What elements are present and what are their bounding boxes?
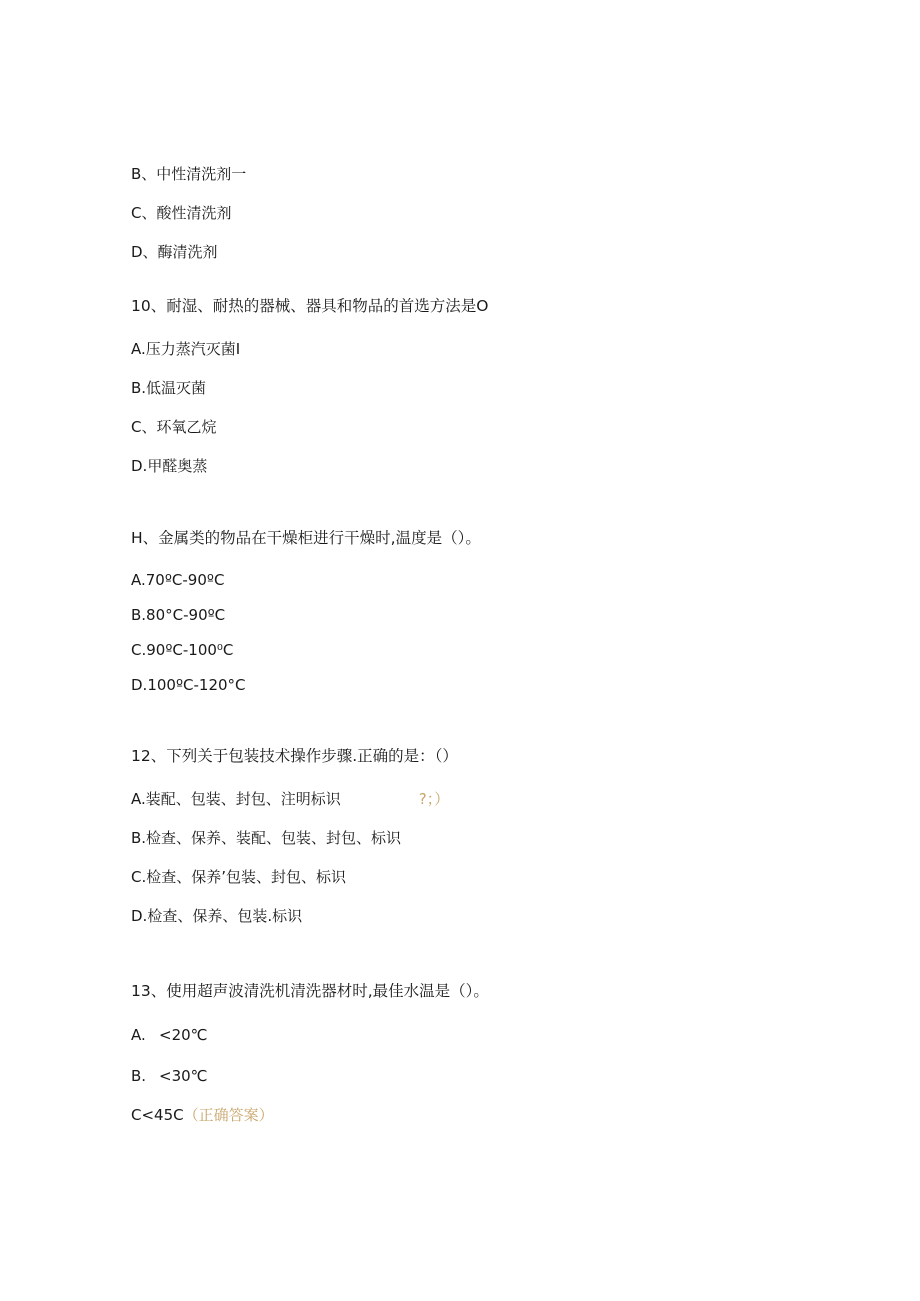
q13-option-c: C<45C（正确答案） (131, 1106, 274, 1124)
option-d-enzyme-detergent: D、酶清洗剂 (131, 243, 218, 261)
q11-option-d: D.100ºC-120°C (131, 676, 246, 694)
question-10: 10、耐湿、耐热的器械、器具和物品的首选方法是O (131, 297, 489, 315)
q10-option-b: B.低温灭菌 (131, 379, 207, 397)
q10-option-a: A.压力蒸汽灭菌I (131, 340, 241, 358)
option-c-acid-detergent: C、酸性清洗剂 (131, 204, 232, 222)
question-11: H、金属类的物品在干燥柜进行干燥时,温度是（）。 (131, 529, 481, 547)
q11-option-c: C.90ºC-100⁰C (131, 641, 234, 659)
answer-mark: ?；） (418, 790, 450, 808)
q12-option-a: A.装配、包装、封包、注明标识 ?；） (131, 790, 450, 808)
q11-option-a: A.70ºC-90ºC (131, 571, 225, 589)
q13-option-a: A. <20℃ (131, 1026, 208, 1044)
q13-option-b: B. <30℃ (131, 1067, 208, 1085)
q12-option-b: B.检查、保养、装配、包装、封包、标识 (131, 829, 402, 847)
option-b-neutral-detergent: B、中性清洗剂一 (131, 165, 247, 183)
question-13: 13、使用超声波清洗机清洗器材时,最佳水温是（）。 (131, 982, 489, 1000)
question-12: 12、下列关于包装技术操作步骤.正确的是：（） (131, 747, 458, 765)
q12-option-c: C.检查、保养’包装、封包、标识 (131, 868, 347, 886)
q12-option-d: D.检查、保养、包装.标识 (131, 907, 303, 925)
q10-option-c: C、环氧乙烷 (131, 418, 217, 436)
q10-option-d: D.甲醛奥蒸 (131, 457, 208, 475)
q11-option-b: B.80°C-90ºC (131, 606, 226, 624)
correct-answer-label: （正确答案） (183, 1106, 274, 1124)
